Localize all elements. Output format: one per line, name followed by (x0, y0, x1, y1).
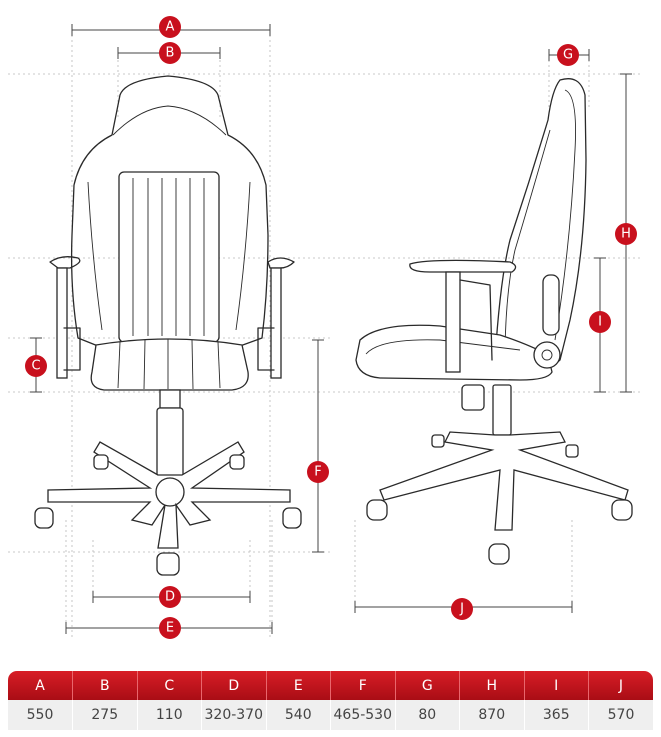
spec-header: D (202, 671, 267, 700)
spec-value: 365 (524, 700, 589, 730)
svg-text:A: A (165, 19, 175, 35)
spec-header: B (73, 671, 138, 700)
svg-text:J: J (460, 601, 464, 617)
badge-c (25, 355, 47, 377)
dimension-spec-table (8, 671, 653, 730)
front-view-chair (35, 76, 301, 575)
spec-header-row (8, 671, 653, 700)
svg-text:H: H (621, 226, 631, 242)
badge-a (159, 16, 181, 38)
spec-header: E (266, 671, 331, 700)
badge-d (159, 586, 181, 608)
spec-value: 80 (395, 700, 460, 730)
svg-text:F: F (314, 464, 322, 480)
badge-e (159, 617, 181, 639)
spec-value: 110 (137, 700, 202, 730)
spec-value: 320-370 (202, 700, 267, 730)
spec-value: 540 (266, 700, 331, 730)
svg-text:C: C (31, 358, 41, 374)
spec-value: 550 (8, 700, 73, 730)
badge-h (615, 223, 637, 245)
badge-j (451, 598, 473, 620)
svg-text:I: I (598, 314, 602, 330)
guide-lines (8, 30, 640, 640)
svg-text:G: G (562, 47, 574, 63)
spec-header: A (8, 671, 73, 700)
spec-header: J (589, 671, 654, 700)
spec-header: H (460, 671, 525, 700)
spec-value: 465-530 (331, 700, 396, 730)
svg-text:D: D (164, 589, 176, 605)
badge-b (159, 42, 181, 64)
spec-value: 570 (589, 700, 654, 730)
spec-value-row (8, 700, 653, 730)
spec-value: 275 (73, 700, 138, 730)
spec-header: G (395, 671, 460, 700)
spec-header: C (137, 671, 202, 700)
badge-i (589, 311, 611, 333)
badge-g (557, 44, 579, 66)
badge-f (307, 461, 329, 483)
spec-header: I (524, 671, 589, 700)
svg-text:E: E (165, 620, 175, 636)
spec-header: F (331, 671, 396, 700)
svg-text:B: B (165, 45, 175, 61)
spec-value: 870 (460, 700, 525, 730)
